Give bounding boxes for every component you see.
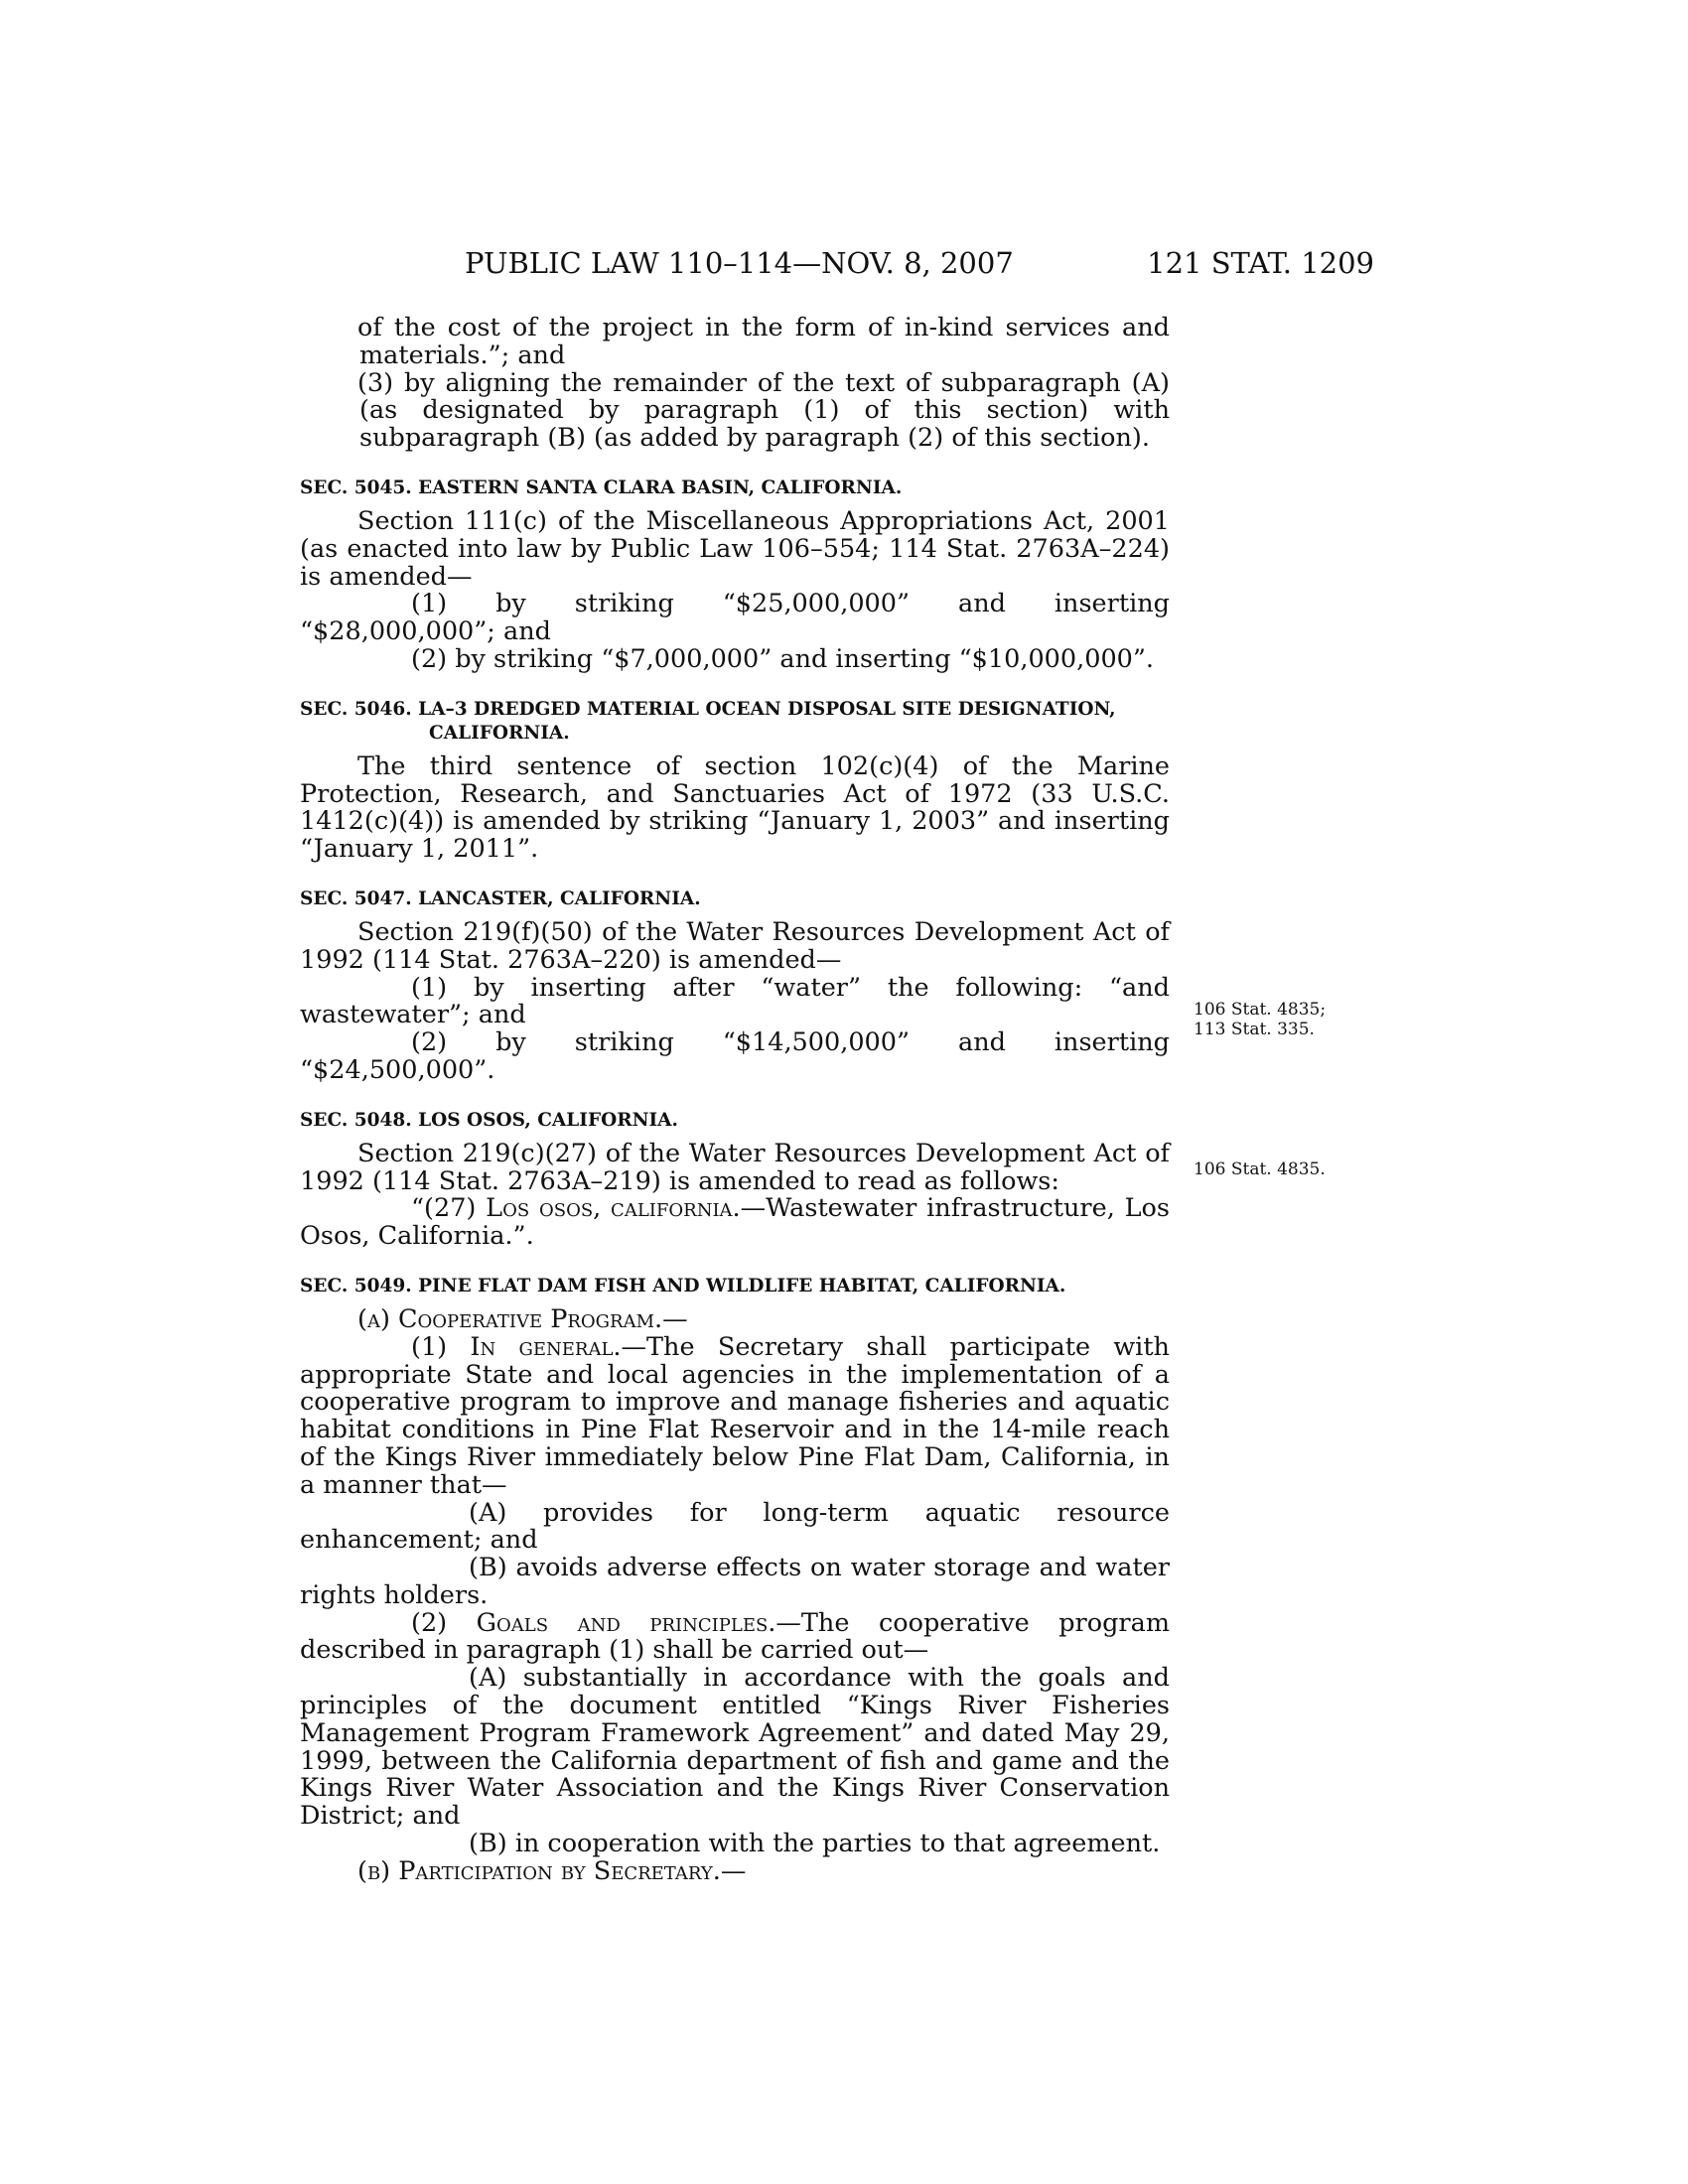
- paragraph: [300, 1195, 1170, 1251]
- law-text: [300, 315, 1170, 1886]
- paragraph: [300, 1607, 1170, 1666]
- paragraph: [300, 1303, 1170, 1334]
- page-header: [465, 246, 1374, 290]
- margin-note-line: 106 Stat. 4835;: [1194, 1000, 1327, 1020]
- paragraph: Section 219(f)(50) of the Water Resources Development Act of 1992 (114 Stat. 2763A–220) is amended—: [300, 916, 1170, 975]
- paragraph: (A) substantially in accordance with the goals and principles of the document entitled “Kings River Fisheries Management Program Framework Agreement” and dated May 29, 1999, between the California department of fish and game and the Kings River Water Association and the Kings River Conservation District; and: [300, 1663, 1170, 1832]
- paragraph: (A) provides for long-term aquatic resource enhancement; and: [300, 1497, 1170, 1556]
- paragraph: [300, 1331, 1170, 1500]
- paragraph: Section 111(c) of the Miscellaneous Appropriations Act, 2001 (as enacted into law by Public Law 106–554; 114 Stat. 2763A–224) is amended—: [300, 505, 1170, 592]
- section-heading: SEC. 5048. LOS OSOS, CALIFORNIA.: [300, 1109, 678, 1131]
- paragraph-text: —: [720, 1855, 747, 1886]
- page-citation: 121 STAT. 1209: [1147, 246, 1374, 280]
- subsection-heading: (a) Cooperative Program.: [357, 1303, 663, 1334]
- paragraph: of the cost of the project in the form of in-kind services and materials.”; and: [357, 313, 1170, 370]
- paragraph: (B) in cooperation with the parties to that agreement.: [469, 1829, 1161, 1859]
- paragraph-text: —Wastewater infrastructure, Los Osos, California.”.: [300, 1193, 1170, 1252]
- small-caps-heading: “(27) Los osos, california.: [411, 1193, 741, 1224]
- margin-note-line: 113 Stat. 335.: [1194, 1020, 1315, 1039]
- paragraph: (B) avoids adverse effects on water storage and water rights holders.: [300, 1553, 1170, 1610]
- paragraph: (2) by striking “$14,500,000” and inserting “$24,500,000”.: [300, 1027, 1170, 1085]
- subsection-heading: (b) Participation by Secretary.: [357, 1855, 721, 1886]
- margin-note: 106 Stat. 4835.: [1194, 1160, 1326, 1179]
- section-heading: SEC. 5047. LANCASTER, CALIFORNIA.: [300, 887, 701, 909]
- paragraph-heading: (1) In general.: [411, 1331, 622, 1362]
- paragraph: (1) by striking “$25,000,000” and inserting “$28,000,000”; and: [300, 589, 1170, 647]
- paragraph: [300, 1855, 1170, 1886]
- paragraph-heading: (2) Goals and principles.: [411, 1607, 776, 1638]
- paragraph-text: —The Secretary shall participate with appropriate State and local agencies in the implementation of a cooperative program to improve and manage fisheries and aquatic habitat conditions in Pine Flat Reservoir and in the 14-mile reach of the Kings River immediately below Pine Flat Dam, California, in a manner that—: [300, 1331, 1170, 1500]
- section-heading: SEC. 5045. EASTERN SANTA CLARA BASIN, CALIFORNIA.: [300, 477, 903, 498]
- running-title: PUBLIC LAW 110–114—NOV. 8, 2007: [465, 246, 1014, 280]
- margin-note: [1194, 1000, 1326, 1039]
- paragraph: (1) by inserting after “water” the following: “and wastewater”; and: [300, 972, 1170, 1030]
- section-heading: SEC. 5046. LA–3 DREDGED MATERIAL OCEAN DISPOSAL SITE DESIGNATION, CALIFORNIA.: [300, 698, 1116, 744]
- paragraph: (2) by striking “$7,000,000” and inserting “$10,000,000”.: [411, 643, 1155, 674]
- section-heading: SEC. 5049. PINE FLAT DAM FISH AND WILDLIFE HABITAT, CALIFORNIA.: [300, 1275, 1066, 1297]
- paragraph: (3) by aligning the remainder of the text of subparagraph (A) (as designated by paragraph (1) of this section) with subparagraph (B) (as added by paragraph (2) of this section).: [357, 367, 1170, 454]
- paragraph-text: —The cooperative program described in paragraph (1) shall be carried out—: [300, 1607, 1170, 1666]
- paragraph: The third sentence of section 102(c)(4) of the Marine Protection, Research, and Sanctuaries Act of 1972 (33 U.S.C. 1412(c)(4)) is amended by striking “January 1, 2003” and inserting “January 1, 2011”.: [300, 751, 1170, 865]
- paragraph-text: —: [662, 1303, 688, 1334]
- paragraph: Section 219(c)(27) of the Water Resources Development Act of 1992 (114 Stat. 2763A–219) is amended to read as follows:: [300, 1138, 1170, 1196]
